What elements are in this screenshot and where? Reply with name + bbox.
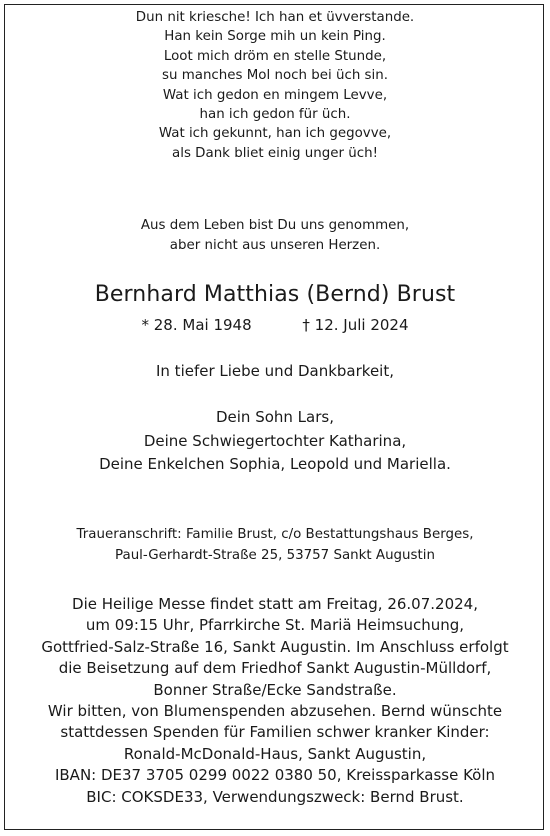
poem-line: Wat ich gekunnt, han ich gegovve, bbox=[158, 126, 392, 142]
poem-line: Han kein Sorge mih un kein Ping. bbox=[164, 29, 386, 45]
poem-line: Dun nit kriesche! Ich han et üvverstande. bbox=[135, 10, 415, 25]
service-line: Bonner Straße/Ecke Sandstraße. bbox=[153, 680, 397, 699]
family-signatures bbox=[0, 406, 550, 477]
service-line: IBAN: DE37 3705 0299 0022 0380 50, Kreissparkasse Köln bbox=[54, 766, 496, 785]
service-line: stattdessen Spenden für Familien schwer kranker Kinder: bbox=[60, 723, 490, 742]
service-line: Die Heilige Messe findet statt am Freitag, 26.07.2024, bbox=[72, 595, 478, 613]
service-line: die Beisetzung auf dem Friedhof Sankt Augustin-Mülldorf, bbox=[58, 659, 492, 678]
motto-line: Aus dem Leben bist Du uns genommen, bbox=[140, 218, 410, 233]
service-line: um 09:15 Uhr, Pfarrkirche St. Mariä Heimsuchung, bbox=[85, 616, 465, 635]
motto bbox=[0, 216, 550, 256]
family-line: Deine Enkelchen Sophia, Leopold und Mariella. bbox=[99, 455, 451, 473]
birth-date: * 28. Mai 1948 bbox=[141, 316, 252, 334]
service-line: Wir bitten, von Blumenspenden abzusehen. Bernd wünschte bbox=[47, 702, 503, 721]
address-line: Traueranschrift: Familie Brust, c/o Bestattungshaus Berges, bbox=[76, 527, 474, 542]
mourning-address bbox=[0, 524, 550, 566]
family-line: Dein Sohn Lars, bbox=[215, 408, 334, 426]
address-line: Paul-Gerhardt-Straße 25, 53757 Sankt Augustin bbox=[115, 548, 435, 563]
poem-line: han ich gedon für üch. bbox=[199, 107, 351, 123]
motto-line: aber nicht aus unseren Herzen. bbox=[169, 238, 381, 253]
deceased-name: Bernhard Matthias (Bernd) Brust bbox=[94, 282, 456, 307]
service-line: BIC: COKSDE33, Verwendungszweck: Bernd Brust. bbox=[86, 787, 464, 806]
poem-line: als Dank bliet einig unger üch! bbox=[172, 145, 378, 161]
poem bbox=[0, 8, 550, 163]
family-line: Deine Schwiegertochter Katharina, bbox=[143, 431, 407, 450]
life-dates bbox=[0, 314, 550, 336]
service-details bbox=[0, 594, 550, 808]
thanks-line: In tiefer Liebe und Dankbarkeit, bbox=[155, 362, 394, 380]
service-line: Ronald-McDonald-Haus, Sankt Augustin, bbox=[123, 744, 427, 763]
poem-line: Wat ich gedon en mingem Levve, bbox=[162, 87, 388, 103]
service-line: Gottfried-Salz-Straße 16, Sankt Augustin. Im Anschluss erfolgt bbox=[41, 637, 509, 656]
death-date: † 12. Juli 2024 bbox=[302, 316, 409, 334]
poem-line: su manches Mol noch bei üch sin. bbox=[161, 68, 389, 84]
poem-line: Loot mich dröm en stelle Stunde, bbox=[163, 48, 387, 64]
